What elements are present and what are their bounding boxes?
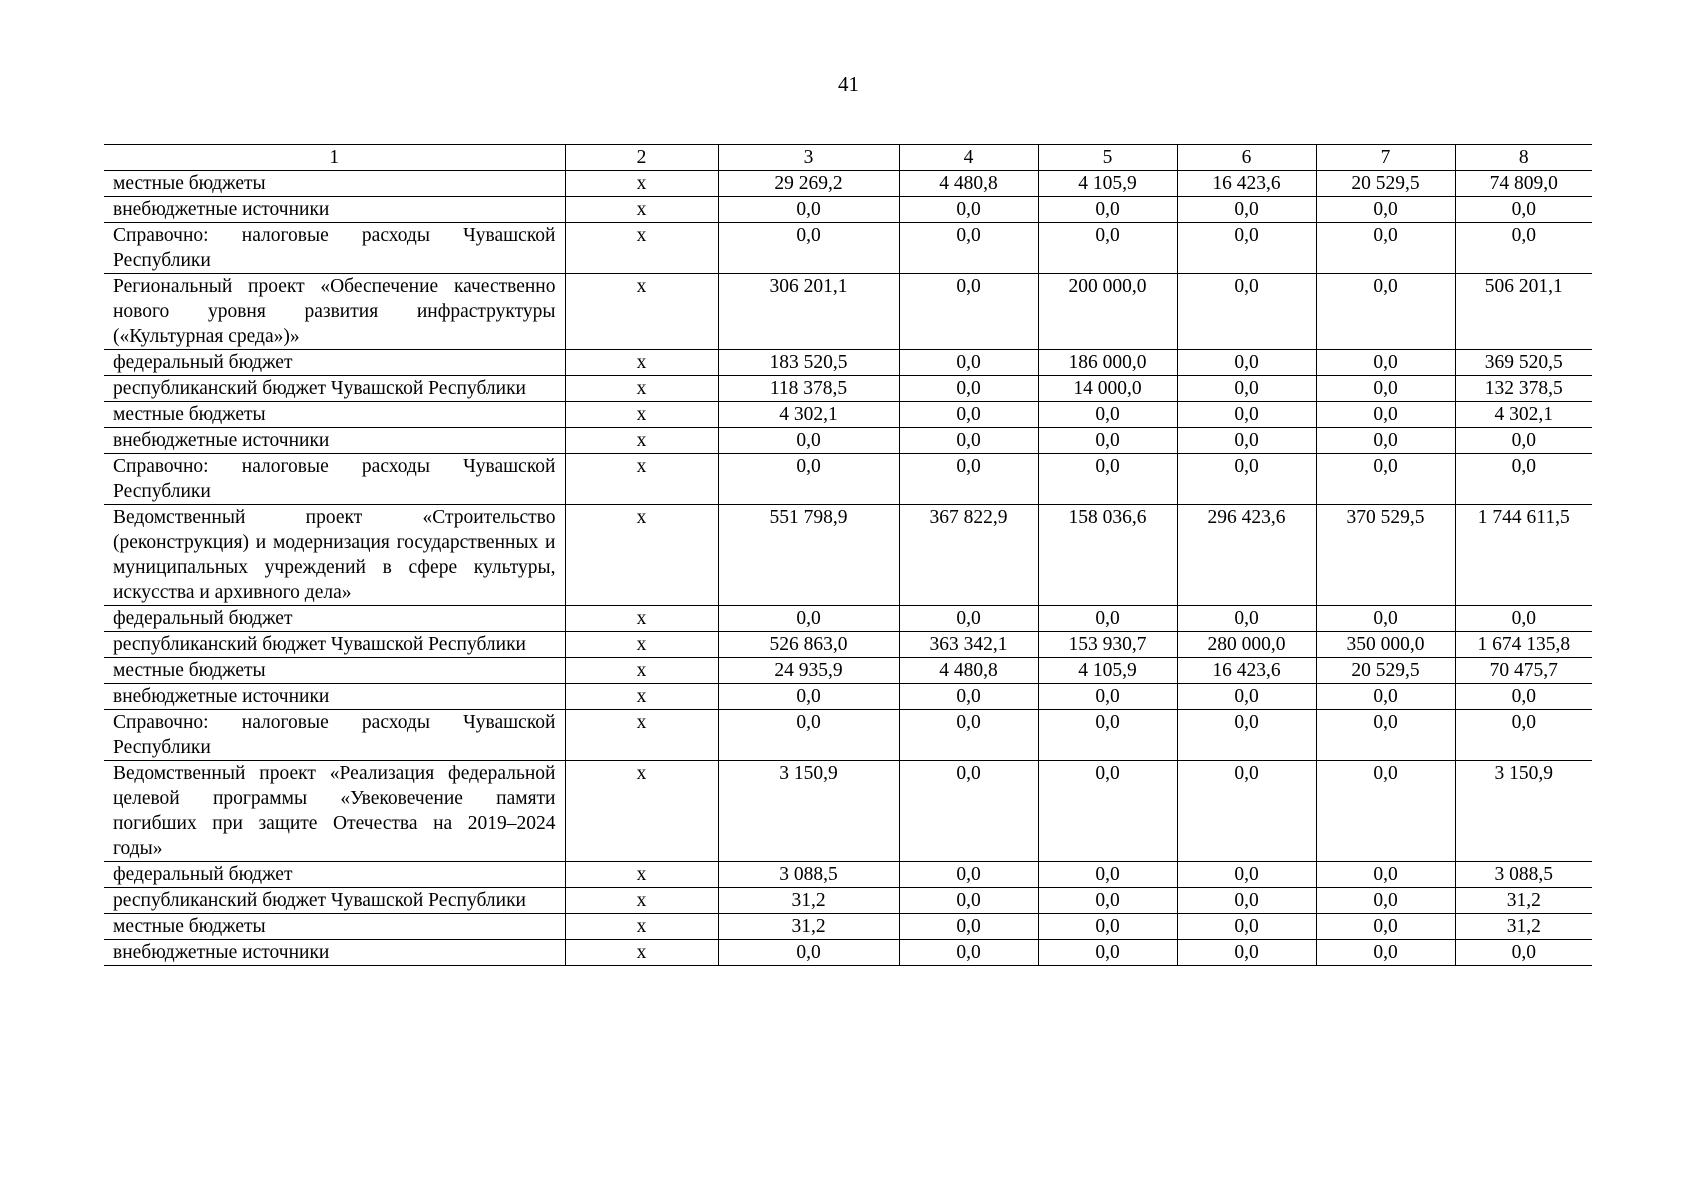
value-cell: 0,0 [899,606,1038,632]
value-cell: 0,0 [1038,761,1177,862]
value-cell: 0,0 [1177,197,1316,223]
value-cell: 306 201,1 [718,274,899,350]
value-cell: 0,0 [1177,428,1316,454]
value-cell: 0,0 [1455,223,1592,274]
value-cell: 0,0 [1038,454,1177,505]
marker-cell: х [565,914,718,940]
table-body [104,171,1592,966]
value-cell: 0,0 [899,940,1038,966]
value-cell: 363 342,1 [899,632,1038,658]
value-cell: 1 674 135,8 [1455,632,1592,658]
value-cell: 16 423,6 [1177,658,1316,684]
value-cell: 0,0 [1316,888,1455,914]
value-cell: 506 201,1 [1455,274,1592,350]
value-cell: 0,0 [1455,197,1592,223]
marker-cell: х [565,684,718,710]
marker-cell: х [565,505,718,606]
table-row [104,658,1592,684]
value-cell: 0,0 [899,376,1038,402]
value-cell: 0,0 [1038,197,1177,223]
value-cell: 0,0 [1316,197,1455,223]
value-cell: 158 036,6 [1038,505,1177,606]
value-cell: 0,0 [1177,402,1316,428]
row-label: местные бюджеты [113,660,266,681]
value-cell: 0,0 [1316,710,1455,761]
value-cell: 0,0 [1177,684,1316,710]
value-cell: 0,0 [1316,274,1455,350]
table-row [104,606,1592,632]
value-cell: 370 529,5 [1316,505,1455,606]
page-number: 41 [838,72,859,96]
budget-table [104,144,1592,966]
value-cell: 367 822,9 [899,505,1038,606]
table-row [104,428,1592,454]
value-cell: 0,0 [1038,428,1177,454]
value-cell: 0,0 [1316,914,1455,940]
row-label: местные бюджеты [113,404,266,425]
table-row [104,454,1592,505]
value-cell: 0,0 [1038,862,1177,888]
table-row [104,197,1592,223]
value-cell: 0,0 [1177,606,1316,632]
table-row [104,505,1592,606]
row-label: Справочно: налоговые расходы Чувашской Республики [113,712,556,758]
table-row [104,376,1592,402]
table-row [104,350,1592,376]
value-cell: 0,0 [899,197,1038,223]
value-cell: 0,0 [1316,454,1455,505]
value-cell: 0,0 [899,274,1038,350]
value-cell: 0,0 [1455,428,1592,454]
value-cell: 0,0 [1177,888,1316,914]
marker-cell: х [565,761,718,862]
value-cell: 0,0 [1038,888,1177,914]
value-cell: 4 302,1 [1455,402,1592,428]
value-cell: 132 378,5 [1455,376,1592,402]
column-header: 1 [329,147,340,168]
value-cell: 0,0 [1177,761,1316,862]
value-cell: 4 302,1 [718,402,899,428]
value-cell: 0,0 [718,223,899,274]
value-cell: 4 105,9 [1038,658,1177,684]
column-header: 7 [1316,145,1455,171]
value-cell: 0,0 [1038,223,1177,274]
value-cell: 0,0 [1038,402,1177,428]
table-row [104,862,1592,888]
row-label: внебюджетные источники [113,942,330,963]
value-cell: 0,0 [1316,606,1455,632]
value-cell: 0,0 [1455,606,1592,632]
marker-cell: х [565,710,718,761]
value-cell: 0,0 [1038,914,1177,940]
value-cell: 0,0 [1455,684,1592,710]
value-cell: 280 000,0 [1177,632,1316,658]
value-cell: 0,0 [1316,402,1455,428]
value-cell: 0,0 [1316,428,1455,454]
value-cell: 0,0 [1316,376,1455,402]
column-header: 2 [565,145,718,171]
value-cell: 31,2 [718,914,899,940]
value-cell: 0,0 [1177,274,1316,350]
marker-cell: х [565,171,718,197]
value-cell: 0,0 [899,761,1038,862]
table-header-row [104,145,1592,171]
column-header: 6 [1177,145,1316,171]
marker-cell: х [565,606,718,632]
column-header: 8 [1455,145,1592,171]
value-cell: 0,0 [1177,454,1316,505]
value-cell: 0,0 [1177,223,1316,274]
value-cell: 186 000,0 [1038,350,1177,376]
row-label: республиканский бюджет Чувашской Республики [113,378,526,399]
table-row [104,761,1592,862]
marker-cell: х [565,402,718,428]
value-cell: 0,0 [1177,376,1316,402]
value-cell: 0,0 [1316,940,1455,966]
value-cell: 0,0 [1177,914,1316,940]
row-label: местные бюджеты [113,173,266,194]
table-row [104,710,1592,761]
marker-cell: х [565,350,718,376]
value-cell: 0,0 [1177,940,1316,966]
value-cell: 0,0 [1316,684,1455,710]
marker-cell: х [565,862,718,888]
value-cell: 0,0 [899,710,1038,761]
value-cell: 0,0 [718,710,899,761]
value-cell: 74 809,0 [1455,171,1592,197]
marker-cell: х [565,658,718,684]
row-label: республиканский бюджет Чувашской Республики [113,890,526,911]
value-cell: 0,0 [1316,223,1455,274]
value-cell: 0,0 [899,914,1038,940]
column-header: 3 [718,145,899,171]
value-cell: 153 930,7 [1038,632,1177,658]
marker-cell: х [565,376,718,402]
table-row [104,940,1592,966]
value-cell: 0,0 [899,862,1038,888]
row-label: внебюджетные источники [113,430,330,451]
table-row [104,888,1592,914]
value-cell: 118 378,5 [718,376,899,402]
value-cell: 3 088,5 [718,862,899,888]
value-cell: 0,0 [1316,862,1455,888]
value-cell: 0,0 [718,940,899,966]
value-cell: 20 529,5 [1316,658,1455,684]
value-cell: 29 269,2 [718,171,899,197]
value-cell: 0,0 [718,454,899,505]
row-label: Ведомственный проект «Строительство (реконструкция) и модернизация государственных и муниципальных учреждений в сфере культуры, искусства и архивного дела» [113,507,556,603]
value-cell: 296 423,6 [1177,505,1316,606]
marker-cell: х [565,223,718,274]
marker-cell: х [565,454,718,505]
value-cell: 0,0 [718,428,899,454]
value-cell: 0,0 [718,684,899,710]
value-cell: 0,0 [899,223,1038,274]
value-cell: 0,0 [718,197,899,223]
value-cell: 3 150,9 [718,761,899,862]
marker-cell: х [565,940,718,966]
value-cell: 0,0 [899,402,1038,428]
table-row [104,684,1592,710]
row-label: местные бюджеты [113,916,266,937]
value-cell: 0,0 [899,350,1038,376]
column-header: 4 [899,145,1038,171]
table-row [104,632,1592,658]
value-cell: 0,0 [718,606,899,632]
value-cell: 0,0 [899,454,1038,505]
row-label: Справочно: налоговые расходы Чувашской Республики [113,456,556,502]
value-cell: 31,2 [718,888,899,914]
value-cell: 31,2 [1455,914,1592,940]
value-cell: 31,2 [1455,888,1592,914]
table-row [104,914,1592,940]
value-cell: 14 000,0 [1038,376,1177,402]
value-cell: 350 000,0 [1316,632,1455,658]
row-label: внебюджетные источники [113,199,330,220]
value-cell: 200 000,0 [1038,274,1177,350]
table-row [104,223,1592,274]
value-cell: 0,0 [1455,454,1592,505]
table-row [104,274,1592,350]
table-row [104,402,1592,428]
row-label: федеральный бюджет [113,608,293,629]
value-cell: 0,0 [1038,940,1177,966]
value-cell: 24 935,9 [718,658,899,684]
value-cell: 0,0 [899,428,1038,454]
row-label: Ведомственный проект «Реализация федеральной целевой программы «Увековечение памяти погибших при защите Отечества на 2019–2024 годы» [113,763,556,859]
row-label: республиканский бюджет Чувашской Республики [113,634,526,655]
marker-cell: х [565,428,718,454]
value-cell: 0,0 [1038,710,1177,761]
value-cell: 551 798,9 [718,505,899,606]
value-cell: 20 529,5 [1316,171,1455,197]
marker-cell: х [565,632,718,658]
value-cell: 0,0 [1038,684,1177,710]
value-cell: 0,0 [1177,862,1316,888]
value-cell: 3 150,9 [1455,761,1592,862]
value-cell: 4 480,8 [899,658,1038,684]
marker-cell: х [565,888,718,914]
value-cell: 0,0 [1316,761,1455,862]
value-cell: 16 423,6 [1177,171,1316,197]
row-label: Региональный проект «Обеспечение качественно нового уровня развития инфраструктуры («Культурная среда»)» [113,276,556,347]
row-label: внебюджетные источники [113,686,330,707]
value-cell: 70 475,7 [1455,658,1592,684]
value-cell: 4 105,9 [1038,171,1177,197]
marker-cell: х [565,274,718,350]
value-cell: 0,0 [899,684,1038,710]
column-header: 5 [1038,145,1177,171]
row-label: федеральный бюджет [113,864,293,885]
value-cell: 0,0 [1316,350,1455,376]
marker-cell: х [565,197,718,223]
value-cell: 0,0 [1177,350,1316,376]
table-row [104,171,1592,197]
value-cell: 0,0 [1455,940,1592,966]
value-cell: 369 520,5 [1455,350,1592,376]
value-cell: 0,0 [899,888,1038,914]
value-cell: 3 088,5 [1455,862,1592,888]
value-cell: 0,0 [1038,606,1177,632]
value-cell: 0,0 [1455,710,1592,761]
value-cell: 4 480,8 [899,171,1038,197]
value-cell: 183 520,5 [718,350,899,376]
value-cell: 0,0 [1177,710,1316,761]
row-label: Справочно: налоговые расходы Чувашской Республики [113,225,556,271]
value-cell: 526 863,0 [718,632,899,658]
row-label: федеральный бюджет [113,352,293,373]
value-cell: 1 744 611,5 [1455,505,1592,606]
